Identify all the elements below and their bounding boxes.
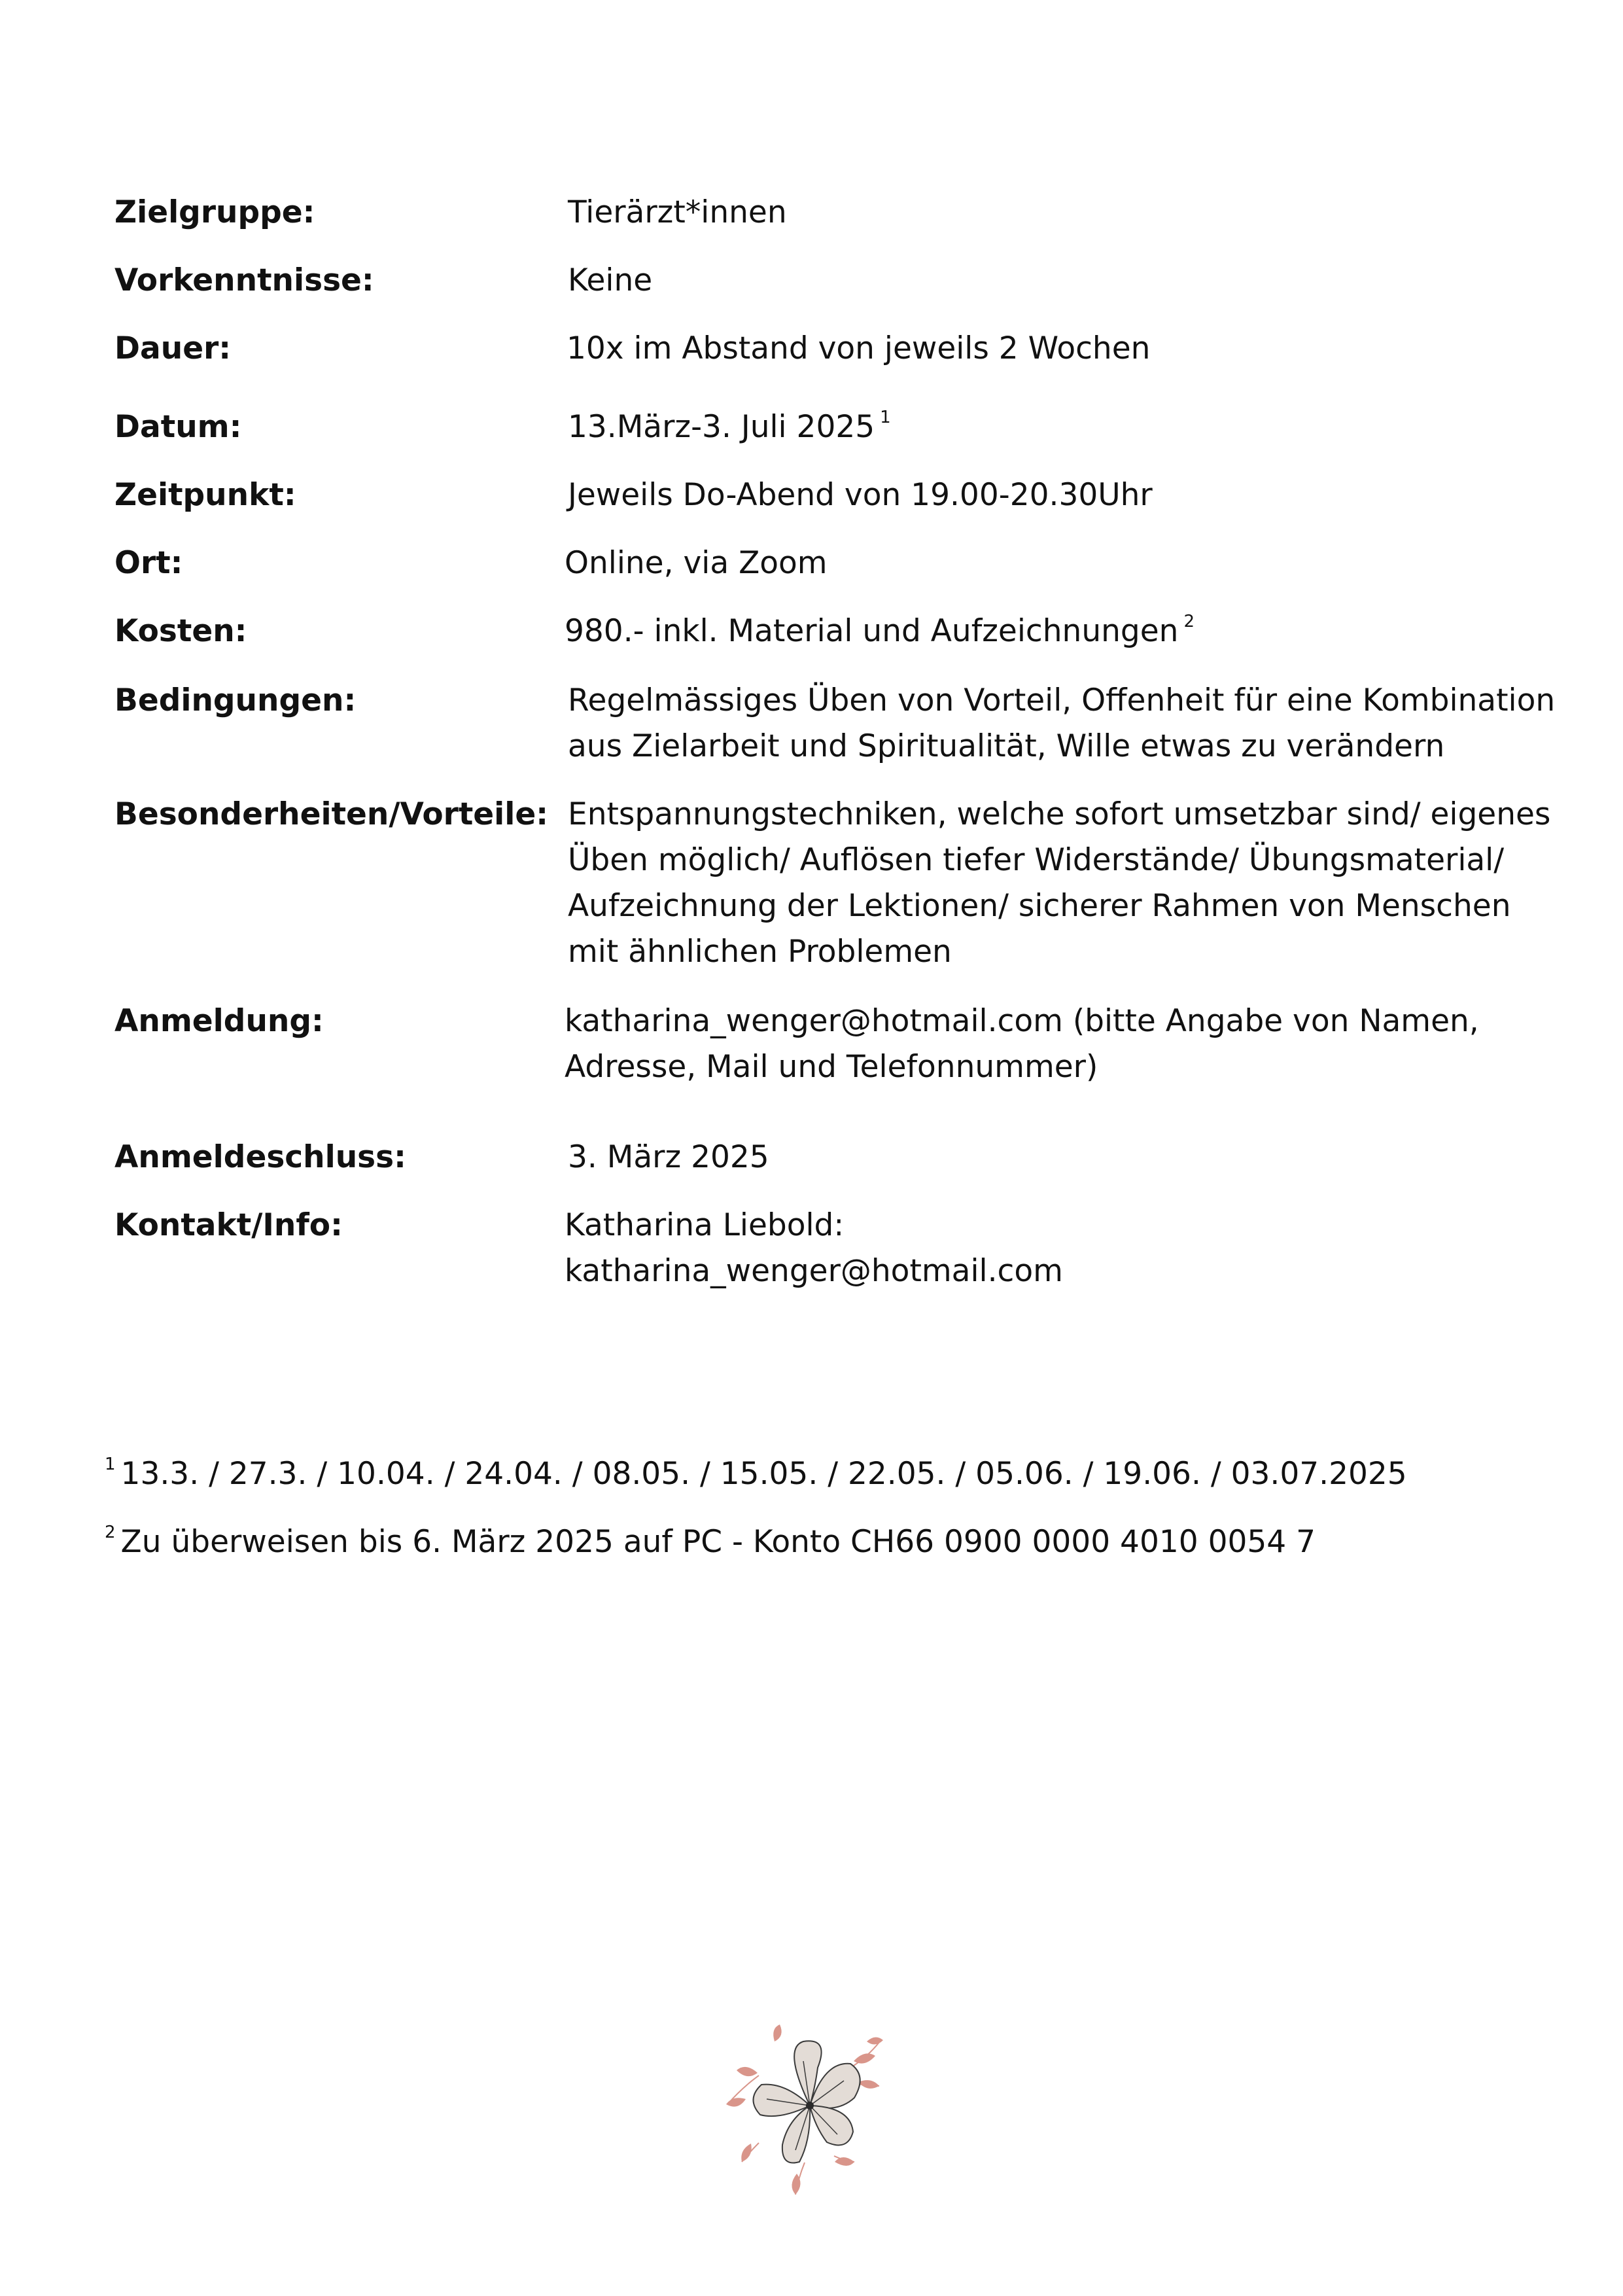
footnote-2 (105, 1519, 1316, 1565)
footnote-ref-1: 1 (880, 408, 891, 427)
footnote-1 (105, 1451, 1407, 1497)
value-ort (565, 540, 1533, 586)
label-ort: Ort: (114, 545, 183, 581)
value-besonderheiten (568, 792, 1551, 975)
value-datum (568, 404, 1536, 450)
label-anmeldeschluss: Anmeldeschluss: (114, 1139, 406, 1175)
label-kosten: Kosten: (114, 613, 247, 649)
label-datum: Datum: (114, 409, 242, 445)
value-line: Adresse, Mail und Telefonnummer) (565, 1049, 1098, 1085)
value-line: Tierärzt*innen (568, 194, 787, 230)
value-zielgruppe (568, 190, 1536, 236)
value-line: Katharina Liebold: (565, 1207, 845, 1243)
value-line: katharina_wenger@hotmail.com (565, 1253, 1063, 1289)
flower-petals (753, 2041, 860, 2163)
value-line: aus Zielarbeit und Spiritualität, Wille etwas zu verändern (568, 728, 1445, 764)
value-line: Aufzeichnung der Lektionen/ sicherer Rahmen von Menschen (568, 888, 1511, 924)
value-line: 10x im Abstand von jeweils 2 Wochen (567, 330, 1151, 366)
datum-text: 13.März-3. Juli 2025 (568, 409, 875, 445)
value-line: Keine (568, 262, 653, 298)
label-zielgruppe: Zielgruppe: (114, 194, 315, 230)
value-line: Jeweils Do-Abend von 19.00-20.30Uhr (568, 477, 1153, 513)
label-besonderheiten: Besonderheiten/Vorteile: (114, 796, 549, 832)
value-anmeldeschluss (568, 1135, 1536, 1180)
label-zeitpunkt: Zeitpunkt: (114, 477, 296, 513)
value-line (565, 609, 1533, 654)
label-bedingungen: Bedingungen: (114, 682, 357, 718)
value-line: 3. März 2025 (568, 1139, 769, 1175)
flower-logo (720, 2022, 896, 2199)
value-kontakt (565, 1203, 1533, 1294)
footnote-mark: 1 (105, 1455, 116, 1474)
value-line: Regelmässiges Üben von Vorteil, Offenheit für eine Kombination (568, 682, 1556, 718)
value-zeitpunkt (568, 472, 1536, 518)
value-vorkenntnisse (568, 258, 1536, 304)
label-kontakt: Kontakt/Info: (114, 1207, 343, 1243)
label-dauer: Dauer: (114, 330, 232, 366)
value-anmeldung (565, 998, 1533, 1090)
footnote-mark: 2 (105, 1523, 116, 1542)
value-kosten (565, 609, 1533, 654)
value-line (568, 404, 1536, 450)
footnote-text: 13.3. / 27.3. / 10.04. / 24.04. / 08.05. / 15.05. / 22.05. / 05.06. / 19.06. / 03.07.2025 (120, 1456, 1407, 1492)
value-line: Online, via Zoom (565, 545, 828, 581)
value-line: Entspannungstechniken, welche sofort umsetzbar sind/ eigenes (568, 796, 1551, 832)
value-bedingungen (568, 678, 1556, 769)
value-line: mit ähnlichen Problemen (568, 934, 952, 970)
value-line: Üben möglich/ Auflösen tiefer Widerstände/ Übungsmaterial/ (568, 842, 1505, 878)
footnote-ref-2: 2 (1183, 612, 1195, 631)
footnote-text: Zu überweisen bis 6. März 2025 auf PC - Konto CH66 0900 0000 4010 0054 7 (120, 1524, 1316, 1560)
value-line: katharina_wenger@hotmail.com (bitte Angabe von Namen, (565, 1003, 1479, 1039)
value-dauer (567, 326, 1535, 372)
label-anmeldung: Anmeldung: (114, 1003, 324, 1039)
label-vorkenntnisse: Vorkenntnisse: (114, 262, 374, 298)
kosten-text: 980.- inkl. Material und Aufzeichnungen (565, 613, 1179, 649)
